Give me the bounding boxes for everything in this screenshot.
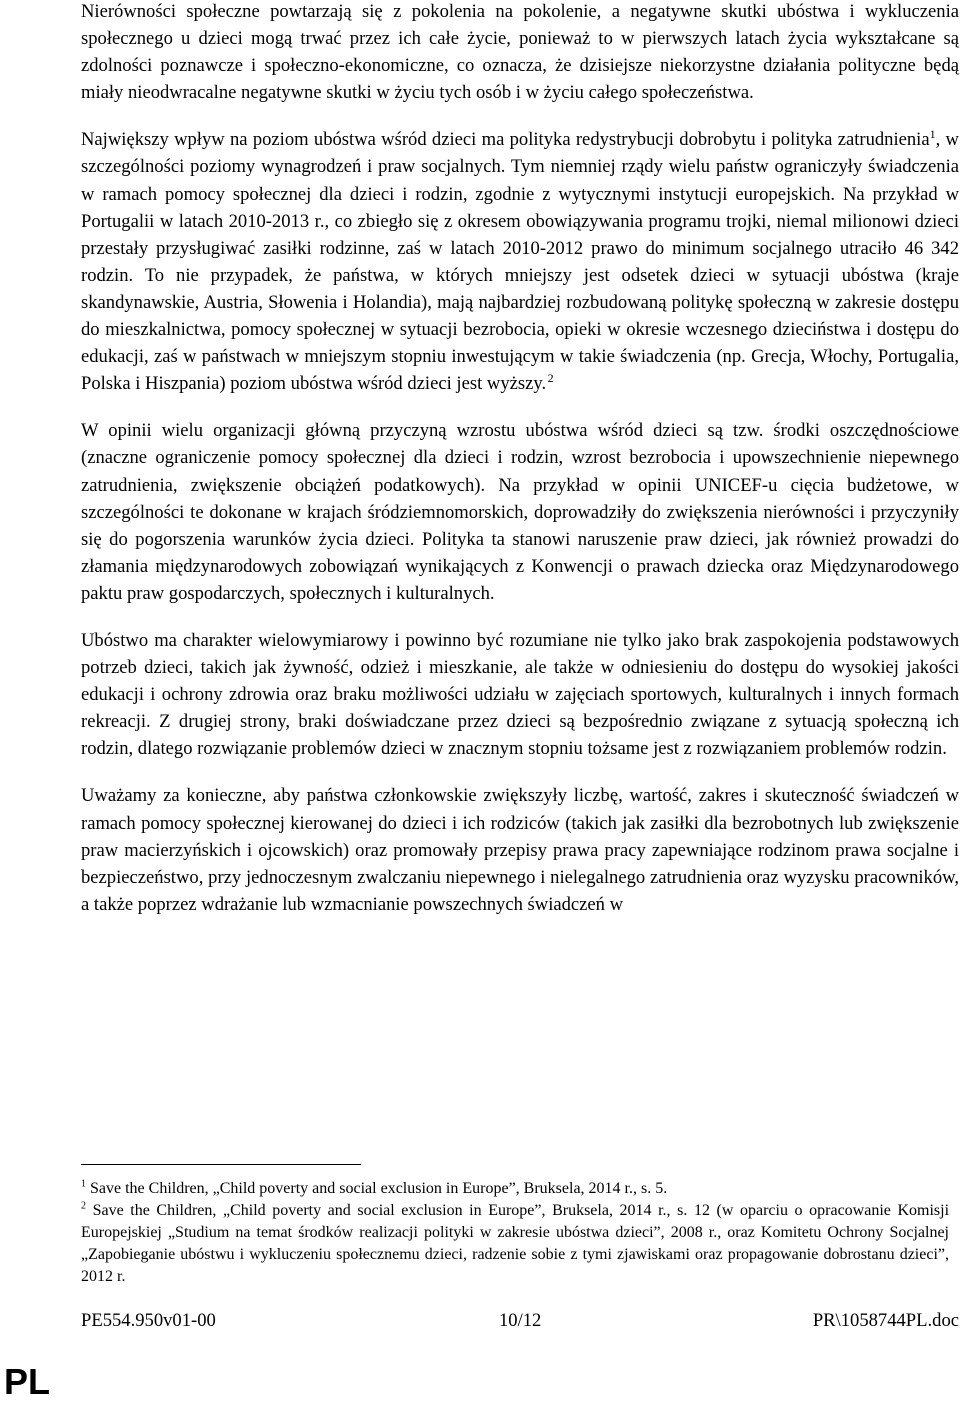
page-number: 10/12 (499, 1310, 542, 1331)
footnote-number: 2 (81, 1200, 86, 1212)
footnote-1 (81, 1178, 949, 1200)
paragraph-text: Uważamy za konieczne, aby państwa członkowskie zwiększyły liczbę, wartość, zakres i skuteczność świadczeń w ramach pomocy społecznej kierowanej do dzieci i ich rodziców (takich jak zasiłki dla bezrobotnych lub zwiększenie praw macierzyńskich i ojcowskich) oraz promowały przepisy prawa pracy zapewniające rodzinom prawa socjalne i bezpieczeństwo, przy jednoczesnym zwalczaniu niepewnego i nielegalnego zatrudnienia oraz wyzysku pracowników, a także poprzez wdrażanie lub wzmacnianie powszechnych świadczeń w (81, 785, 959, 915)
footnote-ref-1[interactable]: 1 (929, 127, 936, 142)
footnote-text: Save the Children, „Child poverty and social exclusion in Europe”, Bruksela, 2014 r., s. 12 (w oparciu o opracowanie Komisji Europejskiej „Studium na temat środków realizacji polityki w zakresie ubóstwa dzieci”, 2008 r., oraz Komitetu Ochrony Socjalnej „Zapobieganie ubóstwu i wykluczeniu społecznemu dzieci, radzenie sobie z tymi zjawiskami oraz propagowanie dobrostanu dzieci”, 2012 r. (81, 1202, 950, 1285)
document-body (81, 0, 959, 938)
paragraph-text: Ubóstwo ma charakter wielowymiarowy i powinno być rozumiane nie tylko jako brak zaspokojenia podstawowych potrzeb dzieci, takich jak żywność, odzież i mieszkanie, ale także w odniesieniu do dostępu do wysokiej jakości edukacji i ochrony zdrowia oraz braku możliwości udziału w zajęciach sportowych, kulturalnych i innych formach rekreacji. Z drugiej strony, braki doświadczane przez dzieci są bezpośrednio związane z sytuacją społeczną ich rodzin, dlatego rozwiązanie problemów dzieci w znacznym stopniu tożsame jest z rozwiązaniem problemów rodzin. (81, 629, 959, 760)
paragraph-1 (81, 0, 959, 106)
paragraph-2 (81, 126, 959, 397)
paragraph-text: Nierówności społeczne powtarzają się z pokolenia na pokolenie, a negatywne skutki ubóstwa i wykluczenia społecznego u dzieci mogą trwać przez ich całe życie, ponieważ to w pierwszych latach życia wykształcane są zdolności poznawcze i społeczno-ekonomiczne, co oznacza, że dzisiejsze niekorzystne działania polityczne będą miały nieodwracalne negatywne skutki w życiu tych osób i w życiu całego społeczeństwa. (81, 1, 959, 104)
document-reference: PE554.950v01-00 (81, 1310, 216, 1331)
footnote-ref-2[interactable]: 2 (547, 371, 554, 386)
paragraph-4 (81, 627, 959, 762)
footnote-text: Save the Children, „Child poverty and social exclusion in Europe”, Bruksela, 2014 r., s. 5. (90, 1180, 668, 1197)
footnote-2 (81, 1200, 949, 1288)
paragraph-text: Największy wpływ na poziom ubóstwa wśród dzieci ma polityka redystrybucji dobrobytu i polityka zatrudnienia (81, 129, 930, 151)
footnotes (81, 1178, 949, 1288)
footnote-separator (81, 1164, 361, 1165)
paragraph-text: W opinii wielu organizacji główną przyczyną wzrostu ubóstwa wśród dzieci są tzw. środki oszczędnościowe (znaczne ograniczenie pomocy społecznej dla dzieci i rodzin, wzrost bezrobocia i upowszechnienie niepewnego zatrudnienia, zwiększenie obciążeń podatkowych). Na przykład w opinii UNICEF-u cięcia budżetowe, w szczególności te dokonane w krajach śródziemnomorskich, doprowadziły do zwiększenia nierówności i przyczyniły się do pogorszenia warunków życia dzieci. Polityka ta stanowi naruszenie praw dzieci, jak również prowadzi do złamania międzynarodowych zobowiązań wynikających z Konwencji o prawach dziecka oraz Międzynarodowego paktu praw gospodarczych, społecznych i kulturalnych. (81, 420, 959, 604)
language-code: PL (4, 1361, 51, 1402)
footnote-number: 1 (81, 1178, 86, 1190)
page-footer (81, 1310, 959, 1338)
paragraph-3 (81, 417, 959, 607)
file-name: PR\1058744PL.doc (812, 1310, 959, 1331)
paragraph-5 (81, 782, 959, 917)
paragraph-text: , w szczególności poziomy wynagrodzeń i praw socjalnych. Tym niemniej rządy wielu państw ograniczyły świadczenia w ramach pomocy społecznej dla dzieci i rodzin, zgodnie z wytycznymi instytucji europejskich. Na przykład w Portugalii w latach 2010-2013 r., co zbiegło się z okresem obowiązywania programu trojki, niemal milionowi dzieci przestały przysługiwać zasiłki rodzinne, zaś w latach 2010-2012 prawo do minimum socjalnego utraciło 46 342 rodzin. To nie przypadek, że państwa, w których mniejszy jest odsetek dzieci w sytuacji ubóstwa (kraje skandynawskie, Austria, Słowenia i Holandia), mają najbardziej rozbudowaną politykę społeczną w zakresie dostępu do mieszkalnictwa, pomocy społecznej w sytuacji bezrobocia, opieki w okresie wczesnego dzieciństwa i dostępu do edukacji, zaś w państwach w mniejszym stopniu inwestującym w takie świadczenia (np. Grecja, Włochy, Portugalia, Polska i Hiszpania) poziom ubóstwa wśród dzieci jest wyższy. (81, 129, 959, 395)
